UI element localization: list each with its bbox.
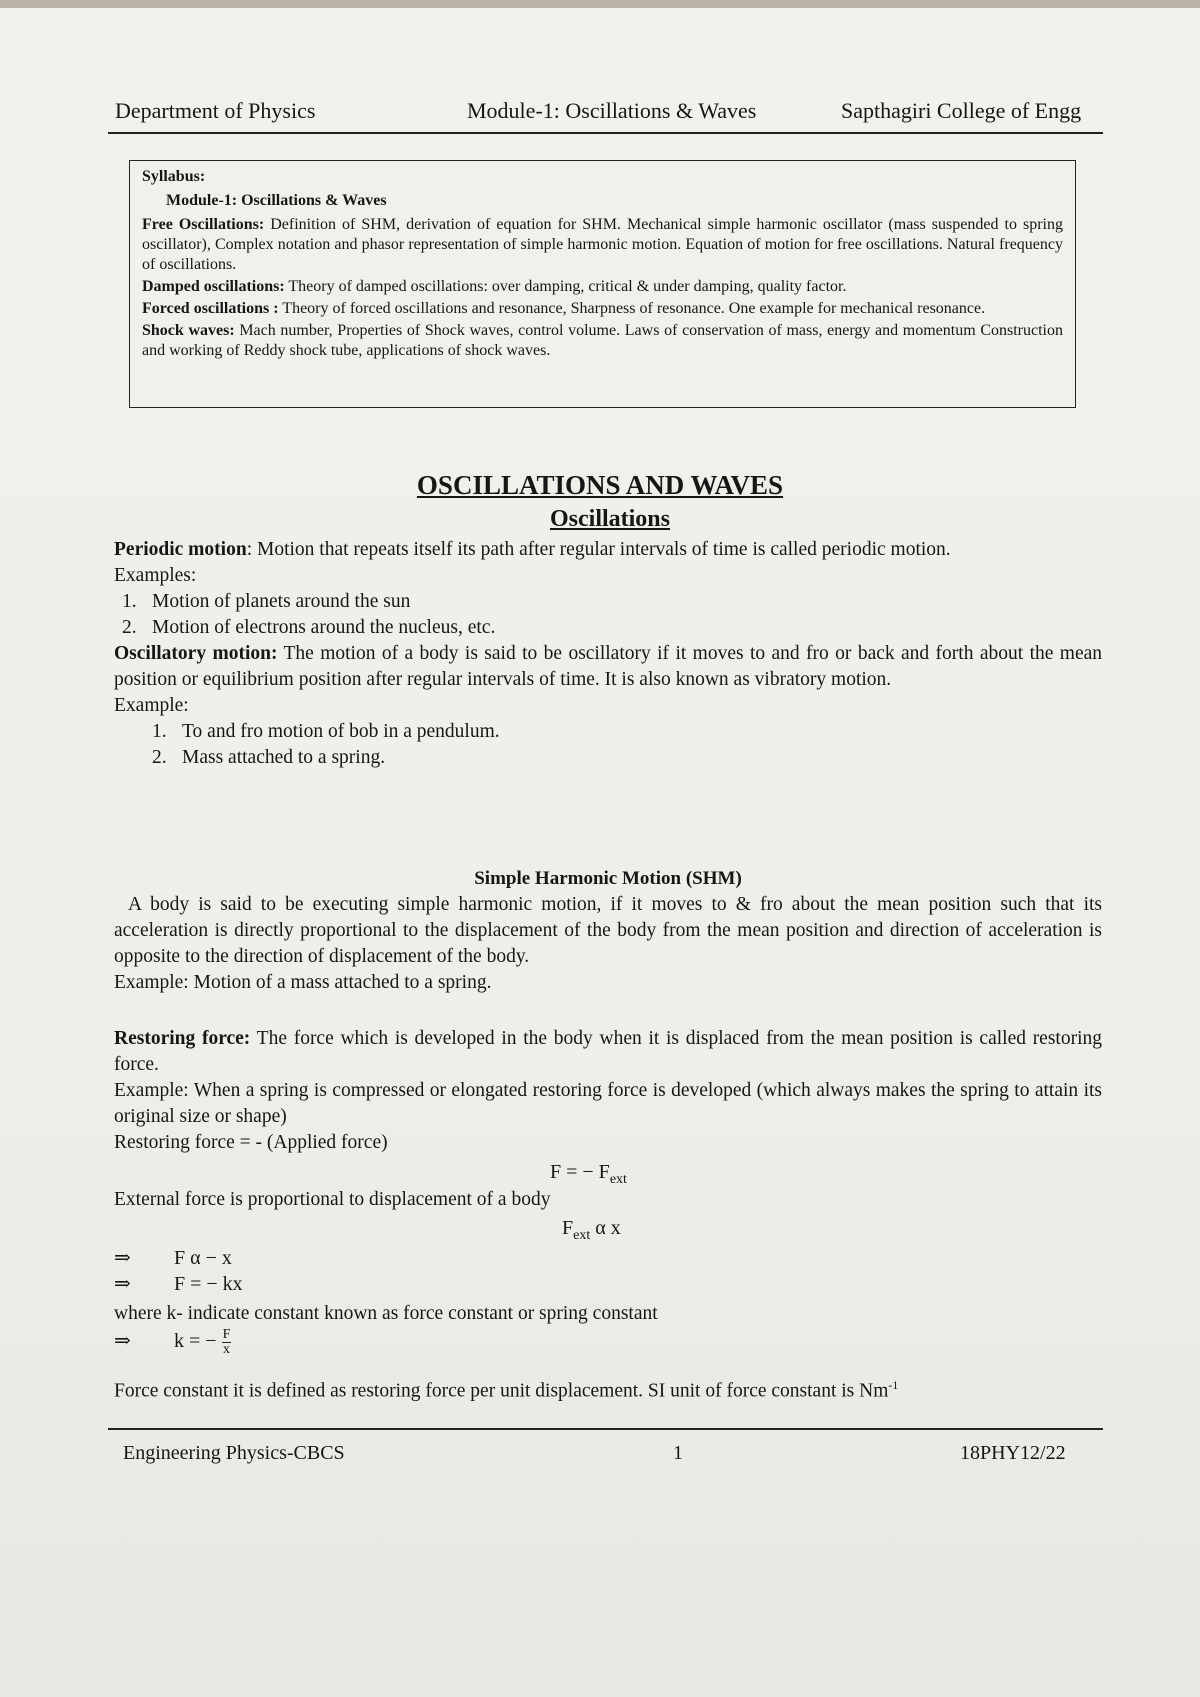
equation-step-2 <box>114 1271 243 1296</box>
header-rule <box>108 132 1103 134</box>
list-text: Motion of planets around the sun <box>152 591 411 612</box>
fraction-numerator: F <box>222 1327 231 1342</box>
definition-text: Force constant it is defined as restoring force per unit displacement. SI unit of force constant is Nm <box>114 1380 889 1402</box>
equation-text: k = − <box>174 1330 217 1353</box>
syllabus-box <box>129 160 1076 408</box>
list-item <box>122 615 1102 641</box>
force-constant-note: where k- indicate constant known as force constant or spring constant <box>114 1303 658 1324</box>
syllabus-item <box>142 321 1063 361</box>
restoring-section <box>114 1026 1102 1156</box>
page-edge <box>0 0 1200 8</box>
syllabus-item-label: Shock waves: <box>142 322 235 339</box>
equation-text: F α − x <box>174 1247 232 1269</box>
footer-course: Engineering Physics-CBCS <box>123 1442 345 1464</box>
restoring-relation: Restoring force = - (Applied force) <box>114 1132 388 1153</box>
periodic-definition <box>114 537 1102 563</box>
list-item <box>122 589 1102 615</box>
equation-text: F = − kx <box>174 1273 243 1295</box>
equation-restoring-force <box>550 1161 627 1188</box>
syllabus-item-text: Mach number, Properties of Shock waves, control volume. Laws of conservation of mass, energy and momentum Construction and working of Reddy shock tube, applications of shock waves. <box>142 322 1063 359</box>
external-force-text: External force is proportional to displacement of a body <box>114 1189 551 1210</box>
footer-rule <box>108 1428 1103 1430</box>
syllabus-item-text: Theory of damped oscillations: over damping, critical & under damping, quality factor. <box>284 278 847 295</box>
restoring-text: The force which is developed in the body when it is displaced from the mean position is called restoring force. <box>114 1028 1103 1075</box>
equation-text: α x <box>590 1217 621 1239</box>
syllabus-module: Module-1: Oscillations & Waves <box>166 192 387 209</box>
header-college: Sapthagiri College of Engg <box>841 98 1082 123</box>
page-title: OSCILLATIONS AND WAVES <box>416 470 784 500</box>
syllabus-item-label: Free Oscillations: <box>142 216 265 233</box>
implies-icon: ⇒ <box>114 1247 131 1269</box>
restoring-example: Example: When a spring is compressed or elongated restoring force is developed (which always makes the spring to attain its original size or shape) <box>114 1080 1102 1127</box>
header-department: Department of Physics <box>115 98 316 123</box>
fraction <box>222 1328 232 1357</box>
examples-label: Examples: <box>114 565 197 586</box>
list-item <box>152 719 1102 745</box>
list-item <box>152 745 1102 771</box>
equation-force-constant <box>114 1328 231 1357</box>
header-module: Module-1: Oscillations & Waves <box>467 98 757 123</box>
list-number: 1. <box>152 721 167 742</box>
syllabus-item-label: Damped oscillations: <box>142 278 285 295</box>
syllabus-item-text: Definition of SHM, derivation of equation for SHM. Mechanical simple harmonic oscillator (mass suspended to spring oscillator), Complex notation and phasor representation of simple harmonic motion. Equation of motion for free oscillations. Natural frequency of oscillations. <box>142 216 1063 273</box>
oscillatory-examples <box>114 719 1102 771</box>
periodic-examples <box>114 589 1102 641</box>
fraction-denominator: x <box>222 1342 230 1357</box>
shm-heading: Simple Harmonic Motion (SHM) <box>474 868 742 889</box>
force-constant-definition <box>114 1372 1102 1405</box>
syllabus-heading: Syllabus: <box>142 168 206 185</box>
oscillatory-label: Oscillatory motion: <box>114 643 278 664</box>
equation-proportional <box>562 1217 621 1244</box>
implies-icon: ⇒ <box>114 1273 131 1295</box>
list-text: Motion of electrons around the nucleus, etc. <box>152 617 496 638</box>
equation-subscript: ext <box>609 1172 627 1187</box>
footer-page-number: 1 <box>673 1442 683 1464</box>
equation-subscript: ext <box>573 1228 591 1243</box>
periodic-text: : Motion that repeats itself its path after regular intervals of time is called periodic motion. <box>246 539 951 560</box>
periodic-label: Periodic motion <box>114 539 247 560</box>
list-text: To and fro motion of bob in a pendulum. <box>182 721 500 742</box>
list-number: 1. <box>122 591 137 612</box>
main-text <box>114 537 1102 771</box>
equation-text: F = − F <box>550 1161 610 1183</box>
oscillatory-text: The motion of a body is said to be oscillatory if it moves to and fro or back and forth about the mean position or equilibrium position after regular intervals of time. It is also known as vibratory motion. <box>114 643 1103 690</box>
definition-superscript: -1 <box>888 1378 899 1392</box>
restoring-label: Restoring force: <box>114 1028 251 1049</box>
equation-step-1 <box>114 1245 232 1270</box>
syllabus-item <box>142 277 1063 297</box>
implies-icon: ⇒ <box>114 1330 131 1353</box>
footer-course-code: 18PHY12/22 <box>960 1442 1066 1464</box>
syllabus-item-text: Theory of forced oscillations and resonance, Sharpness of resonance. One example for mechanical resonance. <box>278 300 986 317</box>
list-text: Mass attached to a spring. <box>182 747 386 768</box>
syllabus-item <box>142 215 1063 275</box>
oscillatory-definition <box>114 641 1102 693</box>
example-label: Example: <box>114 695 189 716</box>
shm-definition: A body is said to be executing simple harmonic motion, if it moves to & fro about the mean position such that its acceleration is directly proportional to the displacement of the body from the mean position and direction of acceleration is opposite to the direction of displacement of the body. <box>114 894 1102 967</box>
shm-example: Example: Motion of a mass attached to a spring. <box>114 972 492 993</box>
syllabus-item <box>142 299 1063 319</box>
equation-text: F <box>562 1217 574 1239</box>
restoring-definition <box>114 1026 1102 1078</box>
syllabus-item-label: Forced oscillations : <box>142 300 279 317</box>
list-number: 2. <box>122 617 137 638</box>
shm-section <box>114 892 1102 996</box>
list-number: 2. <box>152 747 167 768</box>
section-title: Oscillations <box>549 506 670 532</box>
